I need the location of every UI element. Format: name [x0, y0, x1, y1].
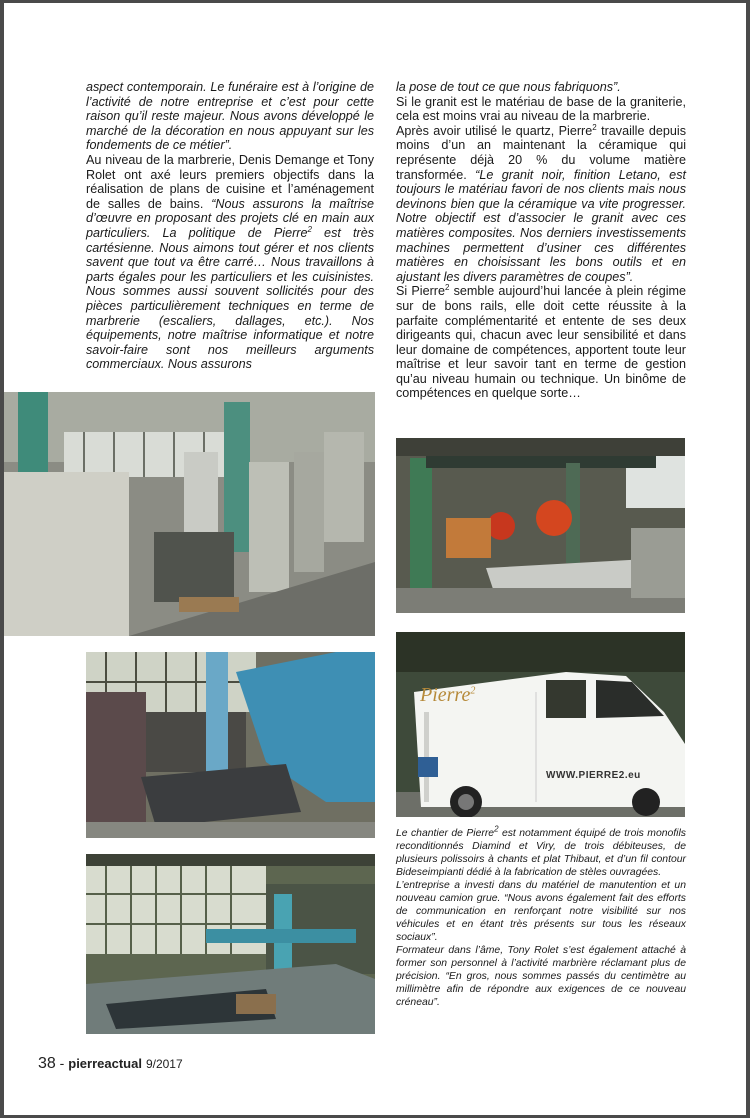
- photo-granite-slab-machine: [86, 652, 375, 838]
- caption-paragraph-2: L’entreprise a investi dans du matériel de manutention et un nouveau camion grue. “Nous avons également fait des efforts de communication en renforçant notre visibilité sur nos véhicules et en étant très présents sur tous les réseaux sociaux”.: [396, 880, 686, 943]
- photo-saw-machine: [396, 438, 685, 613]
- right-paragraph-2: Si le granit est le matériau de base de la graniterie, cela est moins vrai au niveau de la marbrerie.: [396, 94, 686, 124]
- right-paragraph-4: Si Pierre$^2$ semble aujourd’hui lancée à plein régime sur de bons rails, elle doit cette réussite à la parfaite complémentarité et entente de ses deux dirigeants qui, chacun avec leur sensibilité et dans leur domaine de compétences, apportent toute leur maîtrise et leur savoir tant en terme de gestion qu’au niveau humain ou technique. Un binôme de compétences en quelque sorte…: [396, 283, 686, 401]
- caption-paragraph-1: Le chantier de Pierre$^2$ est notamment équipé de trois monofils reconditionnés Diamind et Viry, de trois débiteuses, de plusieurs polissoirs à chants et plat Thibaut, et d’un fil contour Bideseimpianti dédié à la fabrication de stèles ouvragées.: [396, 824, 686, 878]
- left-paragraph-2: Au niveau de la marbrerie, Denis Demange et Tony Rolet ont axé leurs premiers objectifs dans la réalisation de plans de cuisine et l’aménagement de salles de bains. “Nous assurons la maîtrise d’œuvre en proposant des projets clé en main aux particuliers. La politique de Pierre$^2$ est très cartésienne. Nous aimons tout gérer et nos clients savent que tout va être carré… Nous travaillons à parts égales pour les particuliers et les cuisinistes. Nous sommes aussi souvent sollicités pour des pièces particulièrement techniques en terme de marbrerie (escaliers, dallages, etc.). Nos équipements, notre maîtrise informatique et notre savoir-faire sont nos meilleurs arguments commerciaux. Nous assurons: [86, 152, 374, 372]
- page-footer: 38 - pierreactual 9/2017: [38, 1055, 183, 1072]
- photo-workshop-hall: [4, 392, 375, 636]
- left-text-column: [86, 80, 374, 372]
- caption-paragraph-3: Formateur dans l’âme, Tony Rolet s’est également attaché à former son personnel à l’activité marbrière réclamant plus de précision. “En gros, nous sommes passés du centimètre au millimètre afin de répondre aux exigences de ce nouveau créneau”.: [396, 945, 686, 1008]
- photo-company-van: [396, 632, 685, 817]
- van-url: WWW.PIERRE2.eu: [546, 770, 641, 781]
- photo-cutting-table: [86, 854, 375, 1034]
- left-paragraph-1: aspect contemporain. Le funéraire est à l’origine de l’activité de notre entreprise et c’est pour cette raison qu’il reste majeur. Nous avons développé le marché de la décoration en nous appuyant sur les fondements de ce métier”.: [86, 80, 374, 153]
- issue-number: 9/2017: [145, 1057, 183, 1071]
- photo-caption: [396, 824, 686, 1009]
- page-number: 38: [38, 1055, 56, 1072]
- magazine-name: pierreactual: [68, 1056, 142, 1071]
- van-logo: Pierre$^2$: [420, 684, 476, 706]
- right-paragraph-1: la pose de tout ce que nous fabriquons”.: [396, 80, 621, 94]
- right-paragraph-3: Après avoir utilisé le quartz, Pierre$^2$ travaille depuis moins d’un an maintenant la céramique qui représente déjà 20 % du volume matière transformée. “Le granit noir, finition Letano, est toujours le matériau favori de nos clients mais nous devinons bien que la céramique va vite progresser. Notre objectif est d’associer le granit avec ces matières composites. Nos derniers investissements machines permettent d’usiner ces différentes matières en choisissant les bons outils et en ajustant les divers paramètres de coupes”.: [396, 122, 686, 284]
- right-text-column: [396, 80, 686, 401]
